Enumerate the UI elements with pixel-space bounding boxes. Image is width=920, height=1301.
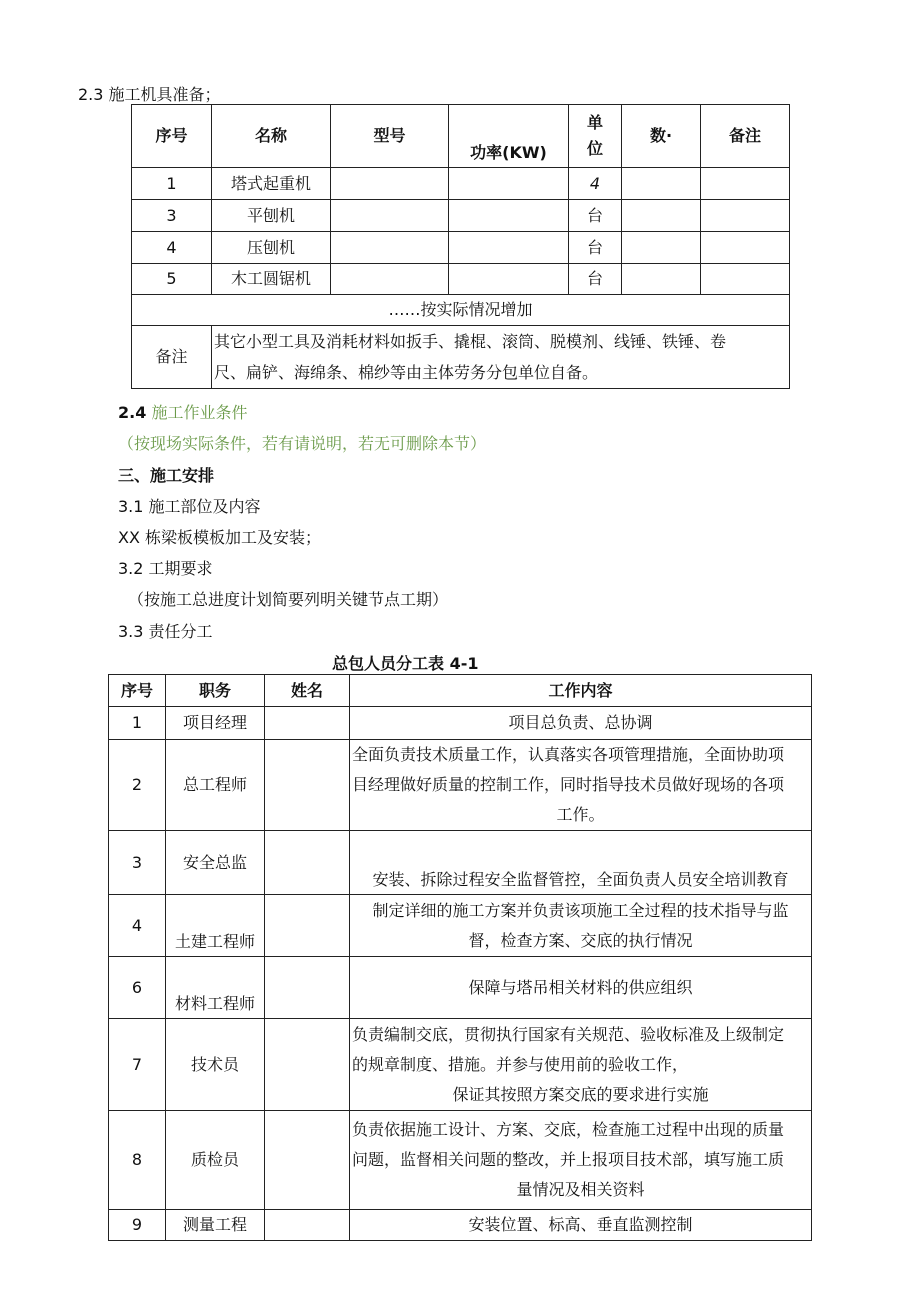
row-position: 安全总监 <box>166 831 265 895</box>
remark-text-line1: 其它小型工具及消耗材料如扳手、撬棍、滚筒、脱模剂、线锤、铁锤、卷 <box>214 332 727 351</box>
row-remark <box>701 200 790 232</box>
row-model <box>331 264 449 295</box>
col-position-header: 职务 <box>166 675 265 707</box>
content-line: 督，检查方案、交底的执行情况 <box>468 930 693 950</box>
row-seq: 9 <box>109 1210 166 1241</box>
row-position: 总工程师 <box>166 740 265 831</box>
row-seq: 5 <box>132 264 212 295</box>
content-line: 全面负责技术质量工作，认真落实各项管理措施，全面协助项 <box>352 745 785 764</box>
staff-table-caption: 总包人员分工表 4-1 <box>332 654 479 673</box>
more-row: ……按实际情况增加 <box>132 295 790 326</box>
table-row <box>132 200 790 232</box>
col-remark-header: 备注 <box>701 105 790 168</box>
content-line: 量情况及相关资料 <box>516 1180 645 1199</box>
row-unit: 台 <box>569 200 622 232</box>
row-model <box>331 168 449 200</box>
row-name <box>265 831 350 895</box>
row-content <box>350 957 812 1019</box>
row-position: 项目经理 <box>166 707 265 740</box>
row-seq: 8 <box>109 1111 166 1210</box>
row-unit: 台 <box>569 232 622 264</box>
row-content <box>350 1210 812 1241</box>
section-3-1-heading: 3.1 施工部位及内容 <box>118 497 261 516</box>
row-position: 质检员 <box>166 1111 265 1210</box>
col-power-header: 功率(KW) <box>449 105 569 168</box>
content-line: 保证其按照方案交底的要求进行实施 <box>452 1084 709 1104</box>
content-line: 的规章制度、措施。并参与使用前的验收工作， <box>352 1054 689 1074</box>
col-unit-header <box>569 105 622 168</box>
row-seq: 1 <box>132 168 212 200</box>
row-seq: 3 <box>109 831 166 895</box>
row-content <box>350 831 812 895</box>
row-power <box>449 168 569 200</box>
col-content-header: 工作内容 <box>350 675 812 707</box>
remark-text <box>212 326 790 389</box>
section-2-4-note: （按现场实际条件，若有请说明，若无可删除本节） <box>118 434 487 453</box>
row-position: 测量工程 <box>166 1210 265 1241</box>
table-row <box>109 1111 812 1210</box>
row-name <box>265 957 350 1019</box>
section-2-4-heading <box>118 400 247 423</box>
content-line: 问题，监督相关问题的整改，并上报项目技术部，填写施工质 <box>352 1150 785 1169</box>
row-name <box>265 740 350 831</box>
row-seq: 2 <box>109 740 166 831</box>
row-position: 材料工程师 <box>166 957 265 1019</box>
row-content <box>350 895 812 957</box>
row-power <box>449 232 569 264</box>
row-name <box>265 1111 350 1210</box>
row-seq: 6 <box>109 957 166 1019</box>
content-line: 安装位置、标高、垂直监测控制 <box>468 1215 693 1234</box>
row-seq: 1 <box>109 707 166 740</box>
table-row <box>132 232 790 264</box>
row-seq: 3 <box>132 200 212 232</box>
section-3-2-heading: 3.2 工期要求 <box>118 559 213 578</box>
equipment-table <box>131 104 790 389</box>
col-name-header: 名称 <box>212 105 331 168</box>
content-line: 目经理做好质量的控制工作，同时指导技术员做好现场的各项 <box>352 775 785 794</box>
row-model <box>331 200 449 232</box>
table-row <box>109 957 812 1019</box>
table-row <box>132 264 790 295</box>
content-line: 保障与塔吊相关材料的供应组织 <box>468 977 693 997</box>
table-row <box>109 1019 812 1111</box>
row-name <box>265 1210 350 1241</box>
row-remark <box>701 168 790 200</box>
row-seq: 4 <box>132 232 212 264</box>
section-2-3-heading: 2.3 施工机具准备； <box>78 85 221 104</box>
remark-label: 备注 <box>132 326 212 389</box>
col-qty-header: 数· <box>622 105 701 168</box>
section-3-1-content: XX 栋梁板模板加工及安装； <box>118 528 322 547</box>
row-model <box>331 232 449 264</box>
row-name: 平刨机 <box>212 200 331 232</box>
table-row <box>109 895 812 957</box>
col-model-header: 型号 <box>331 105 449 168</box>
row-remark <box>701 232 790 264</box>
row-name: 塔式起重机 <box>212 168 331 200</box>
content-line: 负责编制交底，贯彻执行国家有关规范、验收标准及上级制定 <box>352 1024 785 1044</box>
row-name <box>265 895 350 957</box>
row-qty <box>622 264 701 295</box>
staff-table <box>108 674 812 1241</box>
col-seq-header: 序号 <box>132 105 212 168</box>
row-content <box>350 1111 812 1210</box>
section-2-4-number: 2.4 <box>118 403 147 422</box>
table-row <box>109 1210 812 1241</box>
col-unit-header-line2: 位 <box>586 139 603 158</box>
content-line: 制定详细的施工方案并负责该项施工全过程的技术指导与监 <box>372 900 789 920</box>
row-qty <box>622 232 701 264</box>
row-unit: 4 <box>569 168 622 200</box>
col-name-header: 姓名 <box>265 675 350 707</box>
content-line: 安装、拆除过程安全监督管控，全面负责人员安全培训教育 <box>372 870 789 889</box>
row-remark <box>701 264 790 295</box>
content-line: 负责依据施工设计、方案、交底，检查施工过程中出现的质量 <box>352 1120 785 1139</box>
row-name <box>265 1019 350 1111</box>
row-position: 土建工程师 <box>166 895 265 957</box>
table-row <box>109 831 812 895</box>
row-name: 木工圆锯机 <box>212 264 331 295</box>
row-qty <box>622 200 701 232</box>
remark-text-line2: 尺、扁铲、海绵条、棉纱等由主体劳务分包单位自备。 <box>214 363 599 382</box>
row-name <box>265 707 350 740</box>
row-power <box>449 200 569 232</box>
table-row <box>132 295 790 326</box>
section-2-4-title: 施工作业条件 <box>151 403 248 422</box>
row-seq: 7 <box>109 1019 166 1111</box>
row-seq: 4 <box>109 895 166 957</box>
section-3-2-content: （按施工总进度计划简要列明关键节点工期） <box>128 590 449 609</box>
section-3-3-heading: 3.3 责任分工 <box>118 622 213 641</box>
col-unit-header-line1: 单 <box>586 113 603 132</box>
row-power <box>449 264 569 295</box>
row-content <box>350 740 812 831</box>
table-row <box>132 168 790 200</box>
row-content <box>350 707 812 740</box>
row-unit: 台 <box>569 264 622 295</box>
section-3-heading: 三、施工安排 <box>118 466 215 485</box>
table-row <box>109 707 812 740</box>
content-line: 项目总负责、总协调 <box>508 713 653 732</box>
row-qty <box>622 168 701 200</box>
content-line: 工作。 <box>556 805 605 824</box>
col-seq-header: 序号 <box>109 675 166 707</box>
row-name: 压刨机 <box>212 232 331 264</box>
row-position: 技术员 <box>166 1019 265 1111</box>
table-row <box>132 326 790 389</box>
row-content <box>350 1019 812 1111</box>
table-row <box>109 740 812 831</box>
